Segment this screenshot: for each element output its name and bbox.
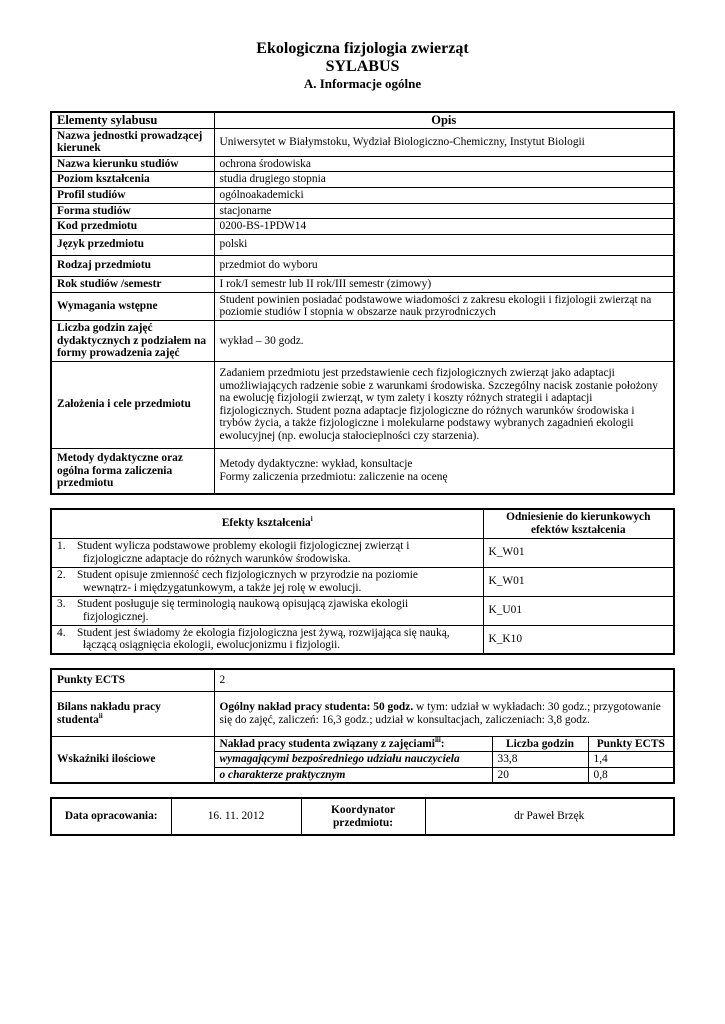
naklad-header [214,736,492,752]
table-row [51,203,674,219]
effect-ref: K_W01 [483,538,674,567]
row-label: Forma studiów [51,203,214,219]
row-label: Liczba godzin zajęć dydaktycznych z podziałem na formy prowadzenia zajęć [51,320,214,361]
bilans-label [51,691,214,736]
bilans-label-text: Bilans nakładu pracy studenta [57,700,161,726]
table-row [51,361,674,448]
naklad-hours: 20 [492,767,588,783]
naklad-ects: 1,4 [588,752,674,768]
effect-line: łączącą osiągnięcia ekologii, ewolucjonizmu i fizjologii. [83,639,341,652]
row-value: Student powinien posiadać podstawowe wiadomości z zakresu ekologii i fizjologii zwierząt na poziomie studiów I stopnia w obszarze nauk przyrodniczych [214,292,674,320]
table-row [51,128,674,156]
row-label: Kod przedmiotu [51,219,214,235]
row-label: Nazwa jednostki prowadzącej kierunek [51,128,214,156]
table-row [51,276,674,292]
ects-table [50,668,675,784]
row-value: studia drugiego stopnia [214,172,674,188]
row-label: Profil studiów [51,187,214,203]
footer-table [50,797,675,836]
naklad-row-label: wymagającymi bezpośredniego udziału nauczyciela [214,752,492,768]
document-subtitle: SYLABUS [325,58,400,75]
table-row [51,448,674,494]
footnote-marker: iii [434,735,441,744]
effects-header-text: Efekty kształcenia [221,517,311,530]
effect-line: fizjologiczne adaptacje do różnych warunków środowiska. [83,552,351,565]
row-label: Rodzaj przedmiotu [51,255,214,276]
effects-table [50,508,675,655]
bilans-row [51,691,674,736]
wskazniki-header-row [51,736,674,752]
table-row [51,172,674,188]
effect-row [51,538,674,567]
date-value: 16. 11. 2012 [171,798,301,835]
table-row [51,219,674,235]
info-table-header [51,112,674,128]
row-label: Język przedmiotu [51,234,214,255]
col-hours-header: Liczba godzin [492,736,588,752]
ects-value: 2 [214,669,674,691]
info-table [50,111,675,495]
col-header-right: Opis [214,112,674,128]
effect-number: 4. [57,626,66,639]
effect-row [51,596,674,625]
effect-row [51,625,674,654]
row-value-line: Formy zaliczenia przedmiotu: zaliczenie na ocenę [219,470,448,483]
row-value: ogólnoakademicki [214,187,674,203]
effect-line: Student posługuje się terminologią naukową opisującą zjawiska ekologii [77,597,409,610]
effect-text [51,625,483,654]
row-value: ochrona środowiska [214,156,674,172]
row-value [214,448,674,494]
table-row [51,292,674,320]
effect-row [51,567,674,596]
naklad-row-label: o charakterze praktycznym [214,767,492,783]
row-value: stacjonarne [214,203,674,219]
naklad-header-text: Nakład pracy studenta związany z zajęciami [219,737,435,750]
effect-ref: K_K10 [483,625,674,654]
table-row [51,234,674,255]
row-value-line: Metody dydaktyczne: wykład, konsultacje [219,458,413,471]
effect-ref: K_U01 [483,596,674,625]
effect-ref: K_W01 [483,567,674,596]
table-row [51,320,674,361]
bilans-total: Ogólny nakład pracy studenta: 50 godz. [219,700,414,713]
row-value: I rok/I semestr lub II rok/III semestr (zimowy) [214,276,674,292]
effect-line: Student wylicza podstawowe problemy ekologii fizjologicznej zwierząt i [77,539,410,552]
effect-line: fizjologicznej. [83,610,149,623]
row-label: Nazwa kierunku studiów [51,156,214,172]
wskazniki-label: Wskaźniki ilościowe [51,736,214,783]
row-value: Zadaniem przedmiotu jest przedstawienie cech fizjologicznych zwierząt jako adaptacji umożliwiających radzenie sobie z warunkami środowiska. Szczególny nacisk zostanie położony na ewolucję fizjologii zwierząt, w tym zalety i koszty różnych strategii i adaptacji fizjologicznych. Student pozna adaptacje fizjologiczne do różnych warunków środowiska i trybów życia, a także fizjologiczne i molekularne podstawy wybranych zagadnień ekologii ewolucyjnej (np. ewolucja stałocieplności czy starzenia). [214,361,674,448]
effect-line: Student opisuje zmienność cech fizjologicznych w przyrodzie na poziomie [77,568,418,581]
effect-text [51,596,483,625]
row-label: Metody dydaktyczne oraz ogólna forma zaliczenia przedmiotu [51,448,214,494]
table-row [51,187,674,203]
effect-line: Student jest świadomy że ekologia fizjologiczna jest żywą, rozwijająca się nauką, [77,626,450,639]
table-row [51,255,674,276]
effects-header-right: Odniesienie do kierunkowych efektów kształcenia [483,509,674,538]
coordinator-label: Koordynator przedmiotu: [301,798,425,835]
col-header-left: Elementy sylabusu [51,112,214,128]
row-label: Rok studiów /semestr [51,276,214,292]
effect-text [51,538,483,567]
document-title: Ekologiczna fizjologia zwierząt [256,40,469,57]
table-row [51,156,674,172]
effect-number: 3. [57,597,66,610]
footnote-marker: ii [98,711,103,720]
date-label: Data opracowania: [51,798,171,835]
bilans-details: w tym: udział w wykładach: 30 godz.; przygotowanie się do zajęć, zaliczeń: 16,3 godz.; udział w konsultacjach, zaliczeniach: 3,8 godz. [219,700,661,726]
effect-text [51,567,483,596]
col-ects-header: Punkty ECTS [588,736,674,752]
ects-row [51,669,674,691]
row-label: Wymagania wstępne [51,292,214,320]
row-value: polski [214,234,674,255]
naklad-hours: 33,8 [492,752,588,768]
effect-line: wewnątrz- i międzygatunkowym, a także jej rolę w ewolucji. [83,581,362,594]
footer-row [51,798,674,835]
row-value: wykład – 30 godz. [214,320,674,361]
row-value: przedmiot do wyboru [214,255,674,276]
coordinator-value: dr Paweł Brzęk [425,798,674,835]
document-header [0,40,725,92]
row-label: Założenia i cele przedmiotu [51,361,214,448]
footnote-marker: i [310,515,313,524]
section-heading: A. Informacje ogólne [303,76,422,91]
row-value: Uniwersytet w Białymstoku, Wydział Biologiczno-Chemiczny, Instytut Biologii [214,128,674,156]
naklad-ects: 0,8 [588,767,674,783]
effects-header-left [51,509,483,538]
row-label: Poziom kształcenia [51,172,214,188]
effect-number: 2. [57,568,66,581]
ects-label: Punkty ECTS [51,669,214,691]
effect-number: 1. [57,539,66,552]
row-value: 0200-BS-1PDW14 [214,219,674,235]
bilans-value [214,691,674,736]
effects-header [51,509,674,538]
naklad-header-colon: : [440,737,445,750]
